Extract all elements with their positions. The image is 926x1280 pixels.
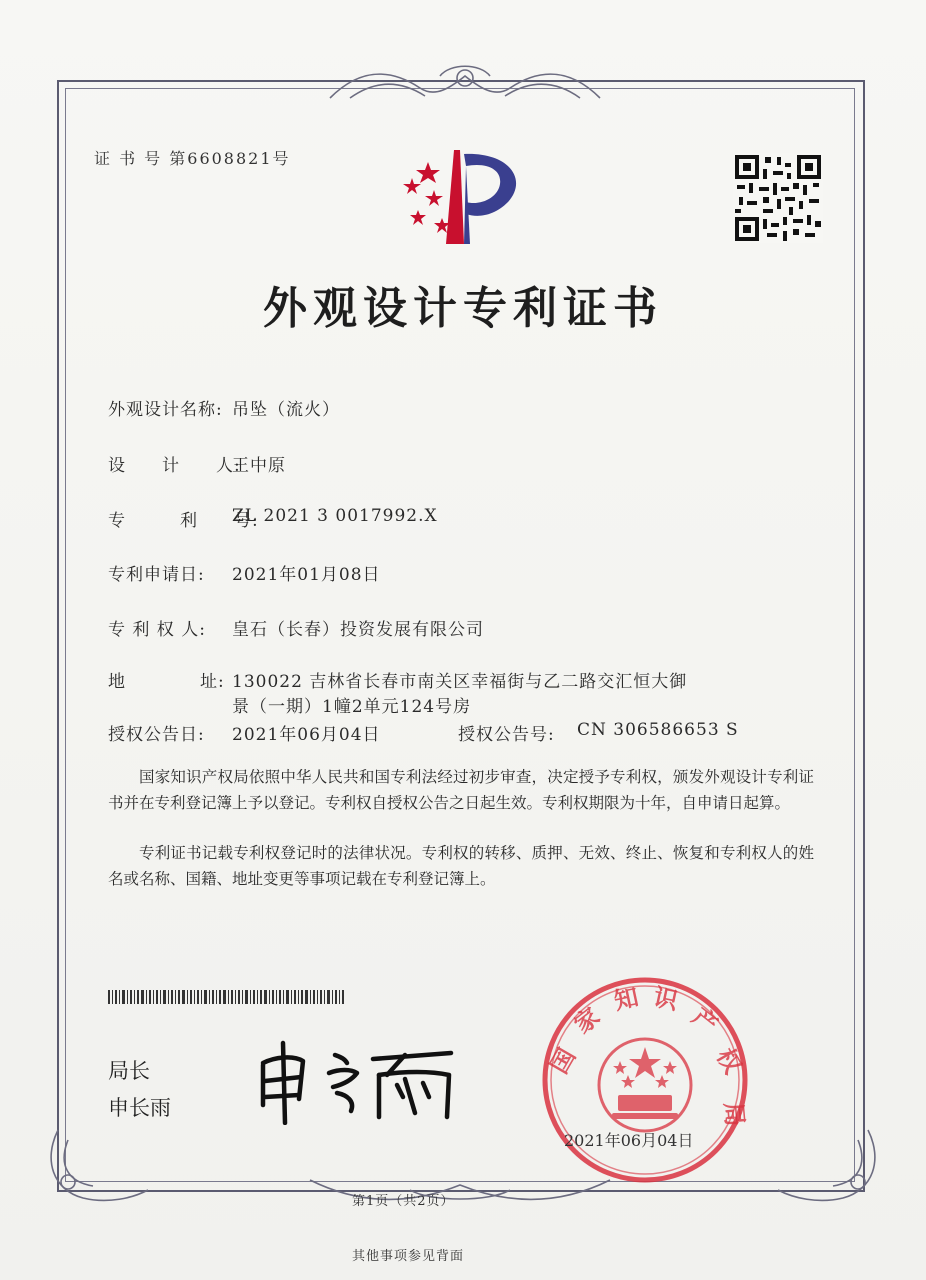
logo-stars [403, 162, 450, 233]
officer-title: 局长 [108, 1059, 150, 1083]
svg-text:家: 家 [568, 1002, 606, 1040]
design-name-value: 吊坠（流火） [232, 400, 340, 420]
address-label-char2: 址: [200, 672, 225, 692]
grant-statement-paragraph: 国家知识产权局依照中华人民共和国专利法经过初步审查，决定授予专利权，颁发外观设计专利证书并在专利登记簿上予以登记。专利权自授权公告之日起生效。专利权期限为十年，自申请日起算。 [108, 768, 814, 812]
grant-number-value: CN 306586653 S [577, 720, 739, 740]
grant-date-value: 2021年06月04日 [232, 725, 381, 745]
handwritten-signature [255, 1035, 465, 1125]
qr-code [733, 153, 823, 243]
svg-text:国: 国 [544, 1043, 582, 1079]
address-value-line2: 景（一期）1幢2单元124号房 [232, 697, 472, 717]
designer-value: 王中原 [232, 456, 286, 476]
patent-number-label: 专 利 号: [108, 511, 259, 531]
patentee-label: 专 利 权 人: [108, 620, 206, 640]
footer-note: 其他事项参见背面 [352, 1249, 465, 1264]
svg-text:知: 知 [611, 982, 641, 1016]
officer-name: 申长雨 [108, 1096, 171, 1120]
svg-text:产: 产 [686, 1002, 724, 1040]
legal-status-paragraph: 专利证书记载专利权登记时的法律状况。专利权的转移、质押、无效、终止、恢复和专利权人的姓名或名称、国籍、地址变更等事项记载在专利登记簿上。 [108, 844, 814, 888]
top-ornament [320, 58, 610, 108]
bottom-left-ornament [38, 1120, 158, 1210]
designer-label: 设 计 人: [108, 456, 241, 476]
grant-date-label: 授权公告日: [108, 725, 205, 745]
barcode [108, 990, 348, 1004]
grant-number-label: 授权公告号: [458, 725, 555, 745]
seal-date: 2021年06月04日 [564, 1131, 694, 1150]
certificate-title: 外观设计专利证书 [263, 283, 663, 334]
page-indicator: 第1页（共2页） [352, 1194, 455, 1209]
logo-red-blade [446, 150, 464, 244]
filing-date-value: 2021年01月08日 [232, 565, 381, 585]
design-name-label: 外观设计名称: [108, 400, 223, 420]
svg-text:识: 识 [651, 982, 681, 1016]
patentee-value: 皇石（长春）投资发展有限公司 [232, 620, 484, 640]
certificate-number: 证 书 号 第6608821号 [94, 149, 291, 168]
logo-blue-p [464, 154, 516, 216]
official-seal [540, 975, 750, 1185]
address-label-char1: 地 [108, 672, 126, 692]
national-emblem [599, 1039, 691, 1131]
address-value-line1: 130022 吉林省长春市南关区幸福街与乙二路交汇恒大御 [232, 672, 688, 692]
svg-text:权: 权 [710, 1043, 748, 1079]
bottom-right-ornament [768, 1120, 888, 1210]
svg-text:局: 局 [718, 1101, 749, 1128]
patent-number-value: ZL 2021 3 0017992.X [232, 506, 438, 526]
filing-date-label: 专利申请日: [108, 565, 205, 585]
patent-office-logo [390, 140, 530, 250]
